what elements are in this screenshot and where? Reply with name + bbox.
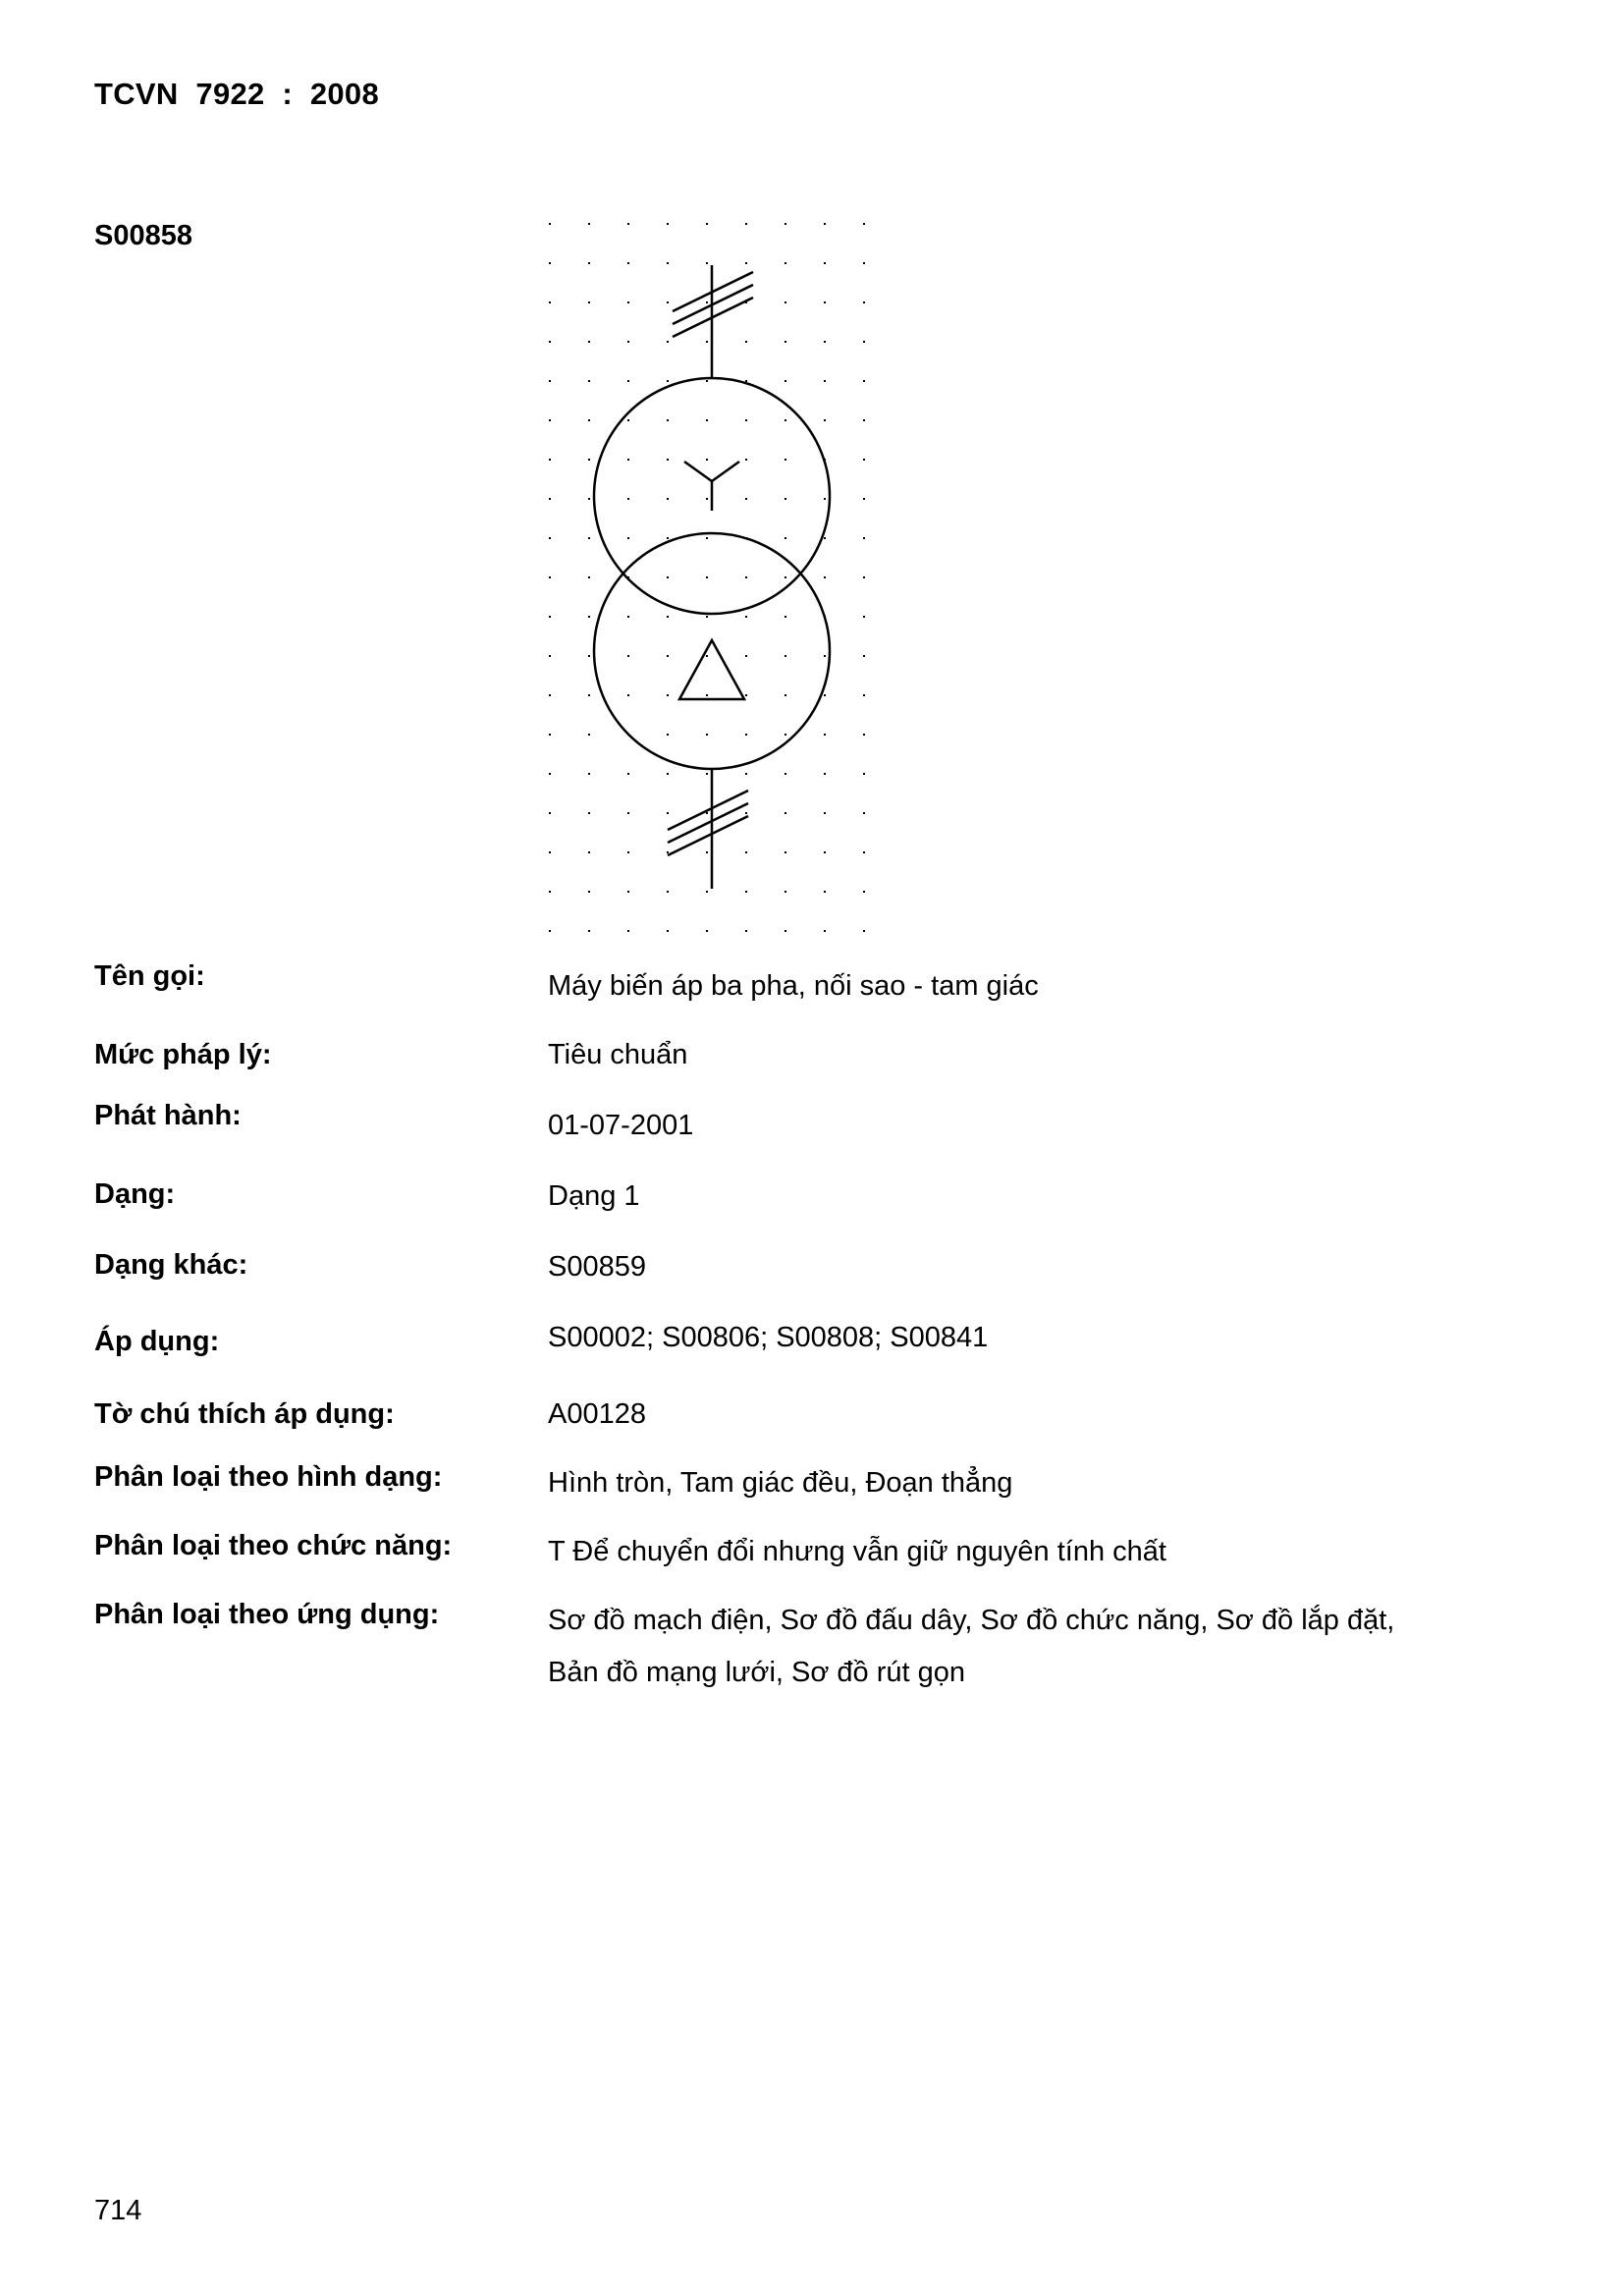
field-value-issued: 01-07-2001: [548, 1110, 694, 1141]
grid-dot: [549, 851, 551, 853]
grid-dot: [549, 694, 551, 696]
grid-dot: [824, 498, 826, 500]
grid-dot: [785, 537, 786, 539]
grid-dot: [745, 498, 747, 500]
grid-dot: [745, 380, 747, 382]
grid-dot: [785, 734, 786, 736]
field-value-shape-class: Hình tròn, Tam giác đều, Đoạn thẳng: [548, 1467, 1013, 1499]
grid-dot: [745, 694, 747, 696]
grid-dot: [667, 223, 669, 225]
document-header: TCVN 7922 : 2008: [94, 77, 380, 111]
field-value-form: Dạng 1: [548, 1180, 640, 1212]
grid-dot: [627, 459, 629, 461]
grid-dot: [627, 616, 629, 618]
grid-dot: [785, 891, 786, 893]
grid-dot: [588, 812, 590, 814]
field-value-legal-level: Tiêu chuẩn: [548, 1039, 688, 1070]
grid-dot: [667, 419, 669, 421]
field-label-function-class: Phân loại theo chức năng:: [94, 1530, 453, 1561]
grid-dot: [824, 341, 826, 343]
grid-dot: [706, 419, 708, 421]
grid-dot: [863, 812, 865, 814]
grid-dot: [588, 655, 590, 657]
grid-dot: [863, 773, 865, 775]
field-label-application-class: Phân loại theo ứng dụng:: [94, 1599, 440, 1630]
grid-dot: [824, 380, 826, 382]
grid-dot: [863, 891, 865, 893]
field-value-application-class-line1: Sơ đồ mạch điện, Sơ đồ đấu dây, Sơ đồ chức năng, Sơ đồ lắp đặt,: [548, 1605, 1395, 1636]
grid-dot: [706, 655, 708, 657]
grid-dot: [627, 851, 629, 853]
dot-grid: [549, 223, 865, 932]
grid-dot: [863, 341, 865, 343]
symbol-code: S00858: [94, 220, 192, 251]
grid-dot: [667, 380, 669, 382]
grid-dot: [785, 616, 786, 618]
grid-dot: [627, 498, 629, 500]
grid-dot: [706, 537, 708, 539]
grid-dot: [667, 341, 669, 343]
transformer-symbol-figure: [535, 211, 889, 938]
grid-dot: [667, 851, 669, 853]
grid-dot: [667, 891, 669, 893]
page-number: 714: [94, 2195, 142, 2226]
grid-dot: [588, 380, 590, 382]
grid-dot: [745, 930, 747, 932]
field-label-legal-level: Mức pháp lý:: [94, 1039, 272, 1070]
grid-dot: [706, 773, 708, 775]
field-value-function-class: T Để chuyển đổi nhưng vẫn giữ nguyên tính chất: [548, 1536, 1166, 1567]
grid-dot: [745, 262, 747, 264]
grid-dot: [863, 301, 865, 303]
grid-dot: [588, 694, 590, 696]
grid-dot: [549, 459, 551, 461]
field-label-form: Dạng:: [94, 1178, 176, 1210]
field-label-applied: Áp dụng:: [94, 1326, 220, 1357]
grid-dot: [549, 734, 551, 736]
grid-dot: [588, 930, 590, 932]
grid-dot: [824, 419, 826, 421]
grid-dot: [863, 419, 865, 421]
grid-dot: [588, 341, 590, 343]
field-value-application-class-line2: Bản đồ mạng lưới, Sơ đồ rút gọn: [548, 1657, 966, 1688]
grid-dot: [627, 223, 629, 225]
grid-dot: [785, 380, 786, 382]
grid-dot: [549, 616, 551, 618]
grid-dot: [549, 498, 551, 500]
grid-dot: [549, 930, 551, 932]
grid-dot: [863, 655, 865, 657]
grid-dot: [549, 773, 551, 775]
grid-dot: [824, 576, 826, 578]
grid-dot: [549, 655, 551, 657]
grid-dot: [549, 301, 551, 303]
grid-dot: [706, 812, 708, 814]
grid-dot: [785, 498, 786, 500]
grid-dot: [863, 537, 865, 539]
grid-dot: [745, 851, 747, 853]
grid-dot: [588, 301, 590, 303]
grid-dot: [667, 537, 669, 539]
grid-dot: [745, 773, 747, 775]
grid-dot: [863, 262, 865, 264]
grid-dot: [785, 301, 786, 303]
grid-dot: [785, 773, 786, 775]
grid-dot: [588, 576, 590, 578]
grid-dot: [824, 930, 826, 932]
grid-dot: [706, 341, 708, 343]
grid-dot: [549, 262, 551, 264]
grid-dot: [745, 419, 747, 421]
grid-dot: [824, 851, 826, 853]
grid-dot: [588, 616, 590, 618]
grid-dot: [627, 773, 629, 775]
grid-dot: [706, 616, 708, 618]
grid-dot: [588, 498, 590, 500]
grid-dot: [785, 655, 786, 657]
grid-dot: [824, 301, 826, 303]
grid-dot: [824, 694, 826, 696]
grid-dot: [667, 616, 669, 618]
grid-dot: [627, 891, 629, 893]
grid-dot: [824, 223, 826, 225]
grid-dot: [588, 262, 590, 264]
grid-dot: [706, 851, 708, 853]
grid-dot: [588, 223, 590, 225]
grid-dot: [627, 655, 629, 657]
grid-dot: [706, 694, 708, 696]
grid-dot: [549, 576, 551, 578]
grid-dot: [549, 812, 551, 814]
grid-dot: [785, 459, 786, 461]
grid-dot: [745, 459, 747, 461]
grid-dot: [667, 773, 669, 775]
grid-dot: [863, 498, 865, 500]
grid-dot: [745, 655, 747, 657]
field-label-issued: Phát hành:: [94, 1100, 242, 1131]
grid-dot: [706, 223, 708, 225]
grid-dot: [706, 380, 708, 382]
field-value-name: Máy biến áp ba pha, nối sao - tam giác: [548, 970, 1039, 1002]
grid-dot: [627, 341, 629, 343]
grid-dot: [667, 301, 669, 303]
grid-dot: [627, 537, 629, 539]
grid-dot: [549, 223, 551, 225]
field-label-name: Tên gọi:: [94, 960, 205, 992]
grid-dot: [785, 851, 786, 853]
grid-dot: [588, 419, 590, 421]
grid-dot: [824, 773, 826, 775]
grid-dot: [785, 262, 786, 264]
grid-dot: [588, 773, 590, 775]
grid-dot: [745, 734, 747, 736]
grid-dot: [667, 734, 669, 736]
grid-dot: [745, 223, 747, 225]
grid-dot: [863, 459, 865, 461]
grid-dot: [549, 341, 551, 343]
grid-dot: [863, 576, 865, 578]
grid-dot: [667, 262, 669, 264]
grid-dot: [627, 301, 629, 303]
grid-dot: [588, 537, 590, 539]
grid-dot: [824, 262, 826, 264]
grid-dot: [745, 891, 747, 893]
grid-dot: [706, 576, 708, 578]
grid-dot: [785, 576, 786, 578]
grid-dot: [785, 341, 786, 343]
grid-dot: [627, 380, 629, 382]
grid-dot: [667, 694, 669, 696]
grid-dot: [549, 419, 551, 421]
grid-dot: [745, 576, 747, 578]
grid-dot: [549, 380, 551, 382]
grid-dot: [745, 616, 747, 618]
grid-dot: [824, 655, 826, 657]
grid-dot: [863, 694, 865, 696]
field-value-applied: S00002; S00806; S00808; S00841: [548, 1322, 989, 1353]
grid-dot: [824, 537, 826, 539]
grid-dot: [588, 734, 590, 736]
grid-dot: [706, 891, 708, 893]
grid-dot: [863, 851, 865, 853]
grid-dot: [745, 812, 747, 814]
grid-dot: [588, 851, 590, 853]
grid-dot: [588, 459, 590, 461]
grid-dot: [667, 930, 669, 932]
grid-dot: [667, 498, 669, 500]
grid-dot: [549, 537, 551, 539]
grid-dot: [785, 812, 786, 814]
field-value-annotation-sheet: A00128: [548, 1398, 646, 1430]
grid-dot: [863, 734, 865, 736]
grid-dot: [863, 930, 865, 932]
grid-dot: [785, 223, 786, 225]
grid-dot: [824, 812, 826, 814]
grid-dot: [706, 930, 708, 932]
grid-dot: [863, 223, 865, 225]
grid-dot: [706, 262, 708, 264]
grid-dot: [588, 891, 590, 893]
grid-dot: [706, 498, 708, 500]
grid-dot: [627, 419, 629, 421]
grid-dot: [667, 812, 669, 814]
grid-dot: [627, 262, 629, 264]
grid-dot: [863, 616, 865, 618]
grid-dot: [706, 459, 708, 461]
grid-dot: [667, 576, 669, 578]
grid-dot: [863, 380, 865, 382]
grid-dot: [706, 301, 708, 303]
grid-dot: [549, 891, 551, 893]
grid-dot: [667, 655, 669, 657]
grid-dot: [667, 459, 669, 461]
field-label-shape-class: Phân loại theo hình dạng:: [94, 1461, 443, 1493]
field-label-other-form: Dạng khác:: [94, 1249, 248, 1281]
grid-dot: [785, 419, 786, 421]
grid-dot: [627, 930, 629, 932]
grid-dot: [785, 694, 786, 696]
grid-dot: [824, 734, 826, 736]
field-value-other-form: S00859: [548, 1251, 646, 1283]
grid-dot: [627, 812, 629, 814]
grid-dot: [745, 341, 747, 343]
field-label-annotation-sheet: Tờ chú thích áp dụng:: [94, 1398, 395, 1430]
grid-dot: [785, 930, 786, 932]
grid-dot: [706, 734, 708, 736]
grid-dot: [627, 694, 629, 696]
grid-dot: [824, 891, 826, 893]
